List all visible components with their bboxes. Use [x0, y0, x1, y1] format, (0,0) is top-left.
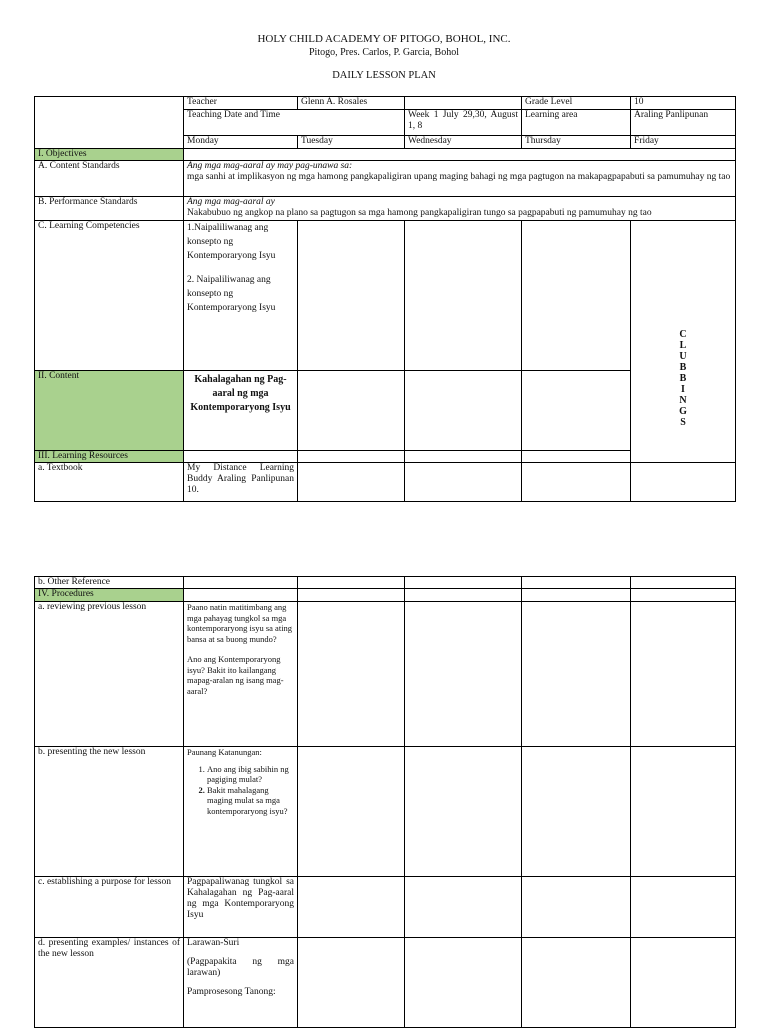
blank-cell	[405, 97, 522, 110]
blank-cell	[298, 877, 405, 938]
teacher-label: Teacher	[184, 97, 298, 110]
presenting-monday	[184, 747, 298, 877]
performance-standards-intro: Ang mga mag-aaral ay	[187, 197, 275, 207]
blank-cell	[522, 938, 631, 1028]
day-tuesday: Tuesday	[298, 136, 405, 149]
blank-cell	[522, 747, 631, 877]
blank-cell	[522, 602, 631, 747]
blank-cell	[405, 577, 522, 589]
procedures-heading: IV. Procedures	[35, 589, 184, 602]
blank-cell	[405, 747, 522, 877]
blank-cell	[631, 463, 736, 502]
area-label: Learning area	[522, 110, 631, 136]
blank-cell	[405, 463, 522, 502]
examples-line-3: Pamprosesong Tanong:	[187, 987, 276, 997]
blank-cell	[298, 371, 405, 451]
performance-standards-value	[184, 197, 736, 221]
reviewing-question-1: Paano natin matitimbang ang mga pahayag tungkol sa mga kontemporaryong isyu sa ating bansa at sa buong mundo?	[187, 602, 293, 644]
content-standards-intro: Ang mga mag-aaral ay may pag-unawa sa:	[187, 161, 353, 171]
textbook-label: a. Textbook	[35, 463, 184, 502]
blank-cell	[405, 877, 522, 938]
blank-cell	[405, 371, 522, 451]
clubbings-friday: C L U B B I N G S	[631, 221, 736, 463]
presenting-item-2-text: Bakit mahalagang maging mulat sa mga kontemporaryong isyu?	[207, 784, 288, 816]
area-value: Araling Panlipunan	[631, 110, 736, 136]
blank-cell	[298, 747, 405, 877]
content-standards-label: A. Content Standards	[35, 161, 184, 197]
blank-cell	[522, 877, 631, 938]
presenting-label: b. presenting the new lesson	[35, 747, 184, 877]
day-wednesday: Wednesday	[405, 136, 522, 149]
blank-cell	[631, 938, 736, 1028]
blank-cell	[405, 938, 522, 1028]
purpose-value: Pagpapaliwanag tungkol sa Kahalagahan ng Pag-aaral ng mga Kontemporaryong Isyu	[184, 877, 298, 938]
examples-label: d. presenting examples/ instances of the new lesson	[35, 938, 184, 1028]
reviewing-question-2: Ano ang Kontemporaryong isyu? Bakit ito kailangang mapag-aralan ng isang mag-aaral?	[187, 654, 284, 696]
teacher-value: Glenn A. Rosales	[298, 97, 405, 110]
blank-cell	[405, 451, 522, 463]
blank-cell	[405, 602, 522, 747]
presenting-intro: Paunang Katanungan:	[187, 747, 262, 757]
day-thursday: Thursday	[522, 136, 631, 149]
grade-label: Grade Level	[522, 97, 631, 110]
day-friday: Friday	[631, 136, 736, 149]
reviewing-monday	[184, 602, 298, 747]
blank-cell	[298, 451, 405, 463]
blank-cell	[298, 938, 405, 1028]
content-standards-text: mga sanhi at implikasyon ng mga hamong pangkapaligiran upang maging bahagi ng mga pagtugon na makapagpapabuti sa pamumuhay ng tao	[187, 172, 731, 182]
blank-cell	[631, 577, 736, 589]
competency-1: 1.Naipaliliwanag ang konsepto ng Kontemporaryong Isyu	[187, 223, 276, 261]
blank-corner-cell	[35, 97, 184, 149]
blank-cell	[298, 577, 405, 589]
blank-cell	[522, 451, 631, 463]
blank-cell	[522, 221, 631, 371]
date-label: Teaching Date and Time	[184, 110, 405, 136]
lesson-plan-table-page1	[34, 96, 736, 502]
blank-cell	[184, 451, 298, 463]
blank-cell	[405, 221, 522, 371]
presenting-list	[187, 764, 294, 817]
competency-2: 2. Naipaliliwanag ang konsepto ng Kontemporaryong Isyu	[187, 275, 276, 313]
presenting-item-1: 1. Ano ang ibig sabihin ng pagiging mulat?	[207, 764, 294, 785]
week-value: Week 1 July 29,30, August 1, 8	[405, 110, 522, 136]
school-name: HOLY CHILD ACADEMY OF PITOGO, BOHOL, INC.	[257, 33, 511, 45]
presenting-item-2	[207, 785, 294, 817]
objectives-heading: I. Objectives	[35, 149, 184, 161]
purpose-label: c. establishing a purpose for lesson	[35, 877, 184, 938]
school-address: Pitogo, Pres. Carlos, P. Garcia, Bohol	[309, 47, 459, 58]
examples-monday	[184, 938, 298, 1028]
blank-cell	[631, 602, 736, 747]
blank-cell	[631, 747, 736, 877]
blank-cell	[631, 877, 736, 938]
blank-cell	[522, 463, 631, 502]
other-reference-label: b. Other Reference	[35, 577, 184, 589]
content-standards-value	[184, 161, 736, 197]
blank-cell	[631, 589, 736, 602]
blank-cell	[522, 371, 631, 451]
competencies-label: C. Learning Competencies	[35, 221, 184, 371]
reviewing-label: a. reviewing previous lesson	[35, 602, 184, 747]
performance-standards-text: Nakabubuo ng angkop na plano sa pagtugon sa mga hamong pangkapaligiran tungo sa pagpapabuti ng pamumuhay ng tao	[187, 208, 652, 218]
blank-cell	[184, 589, 298, 602]
blank-cell	[298, 589, 405, 602]
blank-cell	[298, 602, 405, 747]
blank-cell	[184, 149, 736, 161]
content-label: II. Content	[35, 371, 184, 451]
performance-standards-label: B. Performance Standards	[35, 197, 184, 221]
competencies-monday	[184, 221, 298, 371]
resources-heading: III. Learning Resources	[35, 451, 184, 463]
blank-cell	[298, 221, 405, 371]
blank-cell	[298, 463, 405, 502]
grade-value: 10	[631, 97, 736, 110]
day-monday: Monday	[184, 136, 298, 149]
examples-line-2: (Pagpapakita ng mga larawan)	[187, 957, 294, 978]
content-title: Kahalagahan ng Pag-aaral ng mga Kontemporaryong Isyu	[184, 371, 298, 451]
blank-cell	[184, 577, 298, 589]
document-title: DAILY LESSON PLAN	[332, 70, 436, 81]
textbook-value: My Distance Learning Buddy Araling Panlipunan 10.	[184, 463, 298, 502]
blank-cell	[522, 577, 631, 589]
blank-cell	[405, 589, 522, 602]
examples-line-1: Larawan-Suri	[187, 938, 240, 948]
lesson-plan-table-page2	[34, 576, 736, 1028]
blank-cell	[522, 589, 631, 602]
